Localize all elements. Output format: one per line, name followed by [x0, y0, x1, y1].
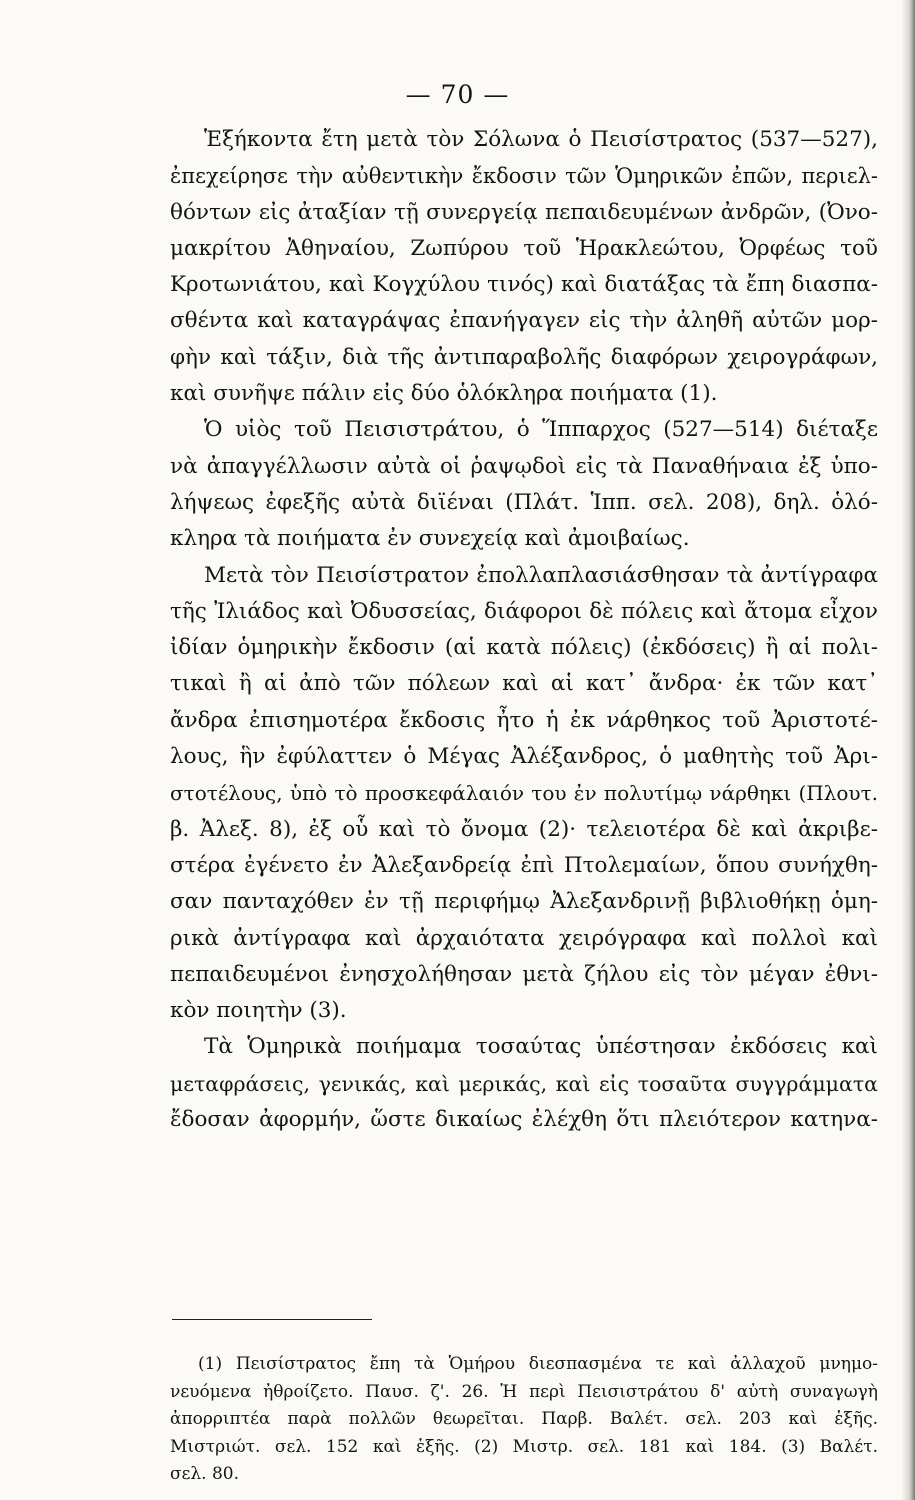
text-line: θόντων εἰς ἀταξίαν τῇ συνεργείᾳ πεπαιδευμένων ἀνδρῶν, (Ὀνο- [170, 199, 878, 225]
text-line: στοτέλους, ὑπὸ τὸ προσκεφάλαιόν του ἐν πολυτίμῳ νάρθηκι (Πλουτ. [170, 781, 878, 806]
text-line: Ὁ υἱὸς τοῦ Πεισιστράτου, ὁ Ἵππαρχος (527—514) διέταξε [204, 417, 878, 443]
text-line: φὴν καὶ τάξιν, διὰ τῆς ἀντιπαραβολῆς διαφόρων χειρογράφων, [170, 344, 878, 370]
text-line: λήψεως ἐφεξῆς αὐτὰ διϊέναι (Πλάτ. Ἱππ. σελ. 208), δηλ. ὁλό- [170, 489, 878, 515]
footnote-line: σελ. 80. [170, 1464, 240, 1484]
text-line: Τὰ Ὁμηρικὰ ποιήμαμα τοσαύτας ὑπέστησαν ἐκδόσεις καὶ [204, 1034, 878, 1060]
text-line: σθέντα καὶ καταγράψας ἐπανήγαγεν εἰς τὴν ἀληθῆ αὐτῶν μορ- [170, 308, 878, 334]
footnote-line: Μιστριώτ. σελ. 152 καὶ ἑξῆς. (2) Μιστρ. σελ. 181 καὶ 184. (3) Βαλέτ. [170, 1436, 878, 1457]
text-line: ἰδίαν ὁμηρικὴν ἔκδοσιν (αἱ κατὰ πόλεις) (ἐκδόσεις) ἢ αἱ πολι- [170, 635, 878, 661]
text-line: σαν πανταχόθεν ἐν τῇ περιφήμῳ Ἀλεξανδρινῇ βιβλιοθήκῃ ὁμη- [170, 889, 878, 915]
text-line: μακρίτου Ἀθηναίου, Ζωπύρου τοῦ Ἡρακλεώτου, Ὀρφέως τοῦ [170, 235, 878, 261]
text-line: β. Ἀλεξ. 8), ἐξ οὗ καὶ τὸ ὄνομα (2)· τελειοτέρα δὲ καὶ ἀκριβε- [170, 816, 878, 842]
text-line: Ἑξήκοντα ἔτη μετὰ τὸν Σόλωνα ὁ Πεισίστρατος (537—527), [204, 127, 878, 152]
text-line: ἐπεχείρησε τὴν αὐθεντικὴν ἔκδοσιν τῶν Ὁμηρικῶν ἐπῶν, περιελ- [170, 164, 878, 189]
text-line: τῆς Ἰλιάδος καὶ Ὀδυσσείας, διάφοροι δὲ πόλεις καὶ ἄτομα εἶχον [170, 598, 878, 624]
footnote-line: ἀπορριπτέα παρὰ πολλῶν θεωρεῖται. Παρβ. Βαλέτ. σελ. 203 καὶ ἑξῆς. [170, 1409, 878, 1429]
text-line: μεταφράσεις, γενικάς, καὶ μερικάς, καὶ εἰς τοσαῦτα συγγράμματα [170, 1071, 878, 1096]
text-line: λους, ἣν ἐφύλαττεν ὁ Μέγας Ἀλέξανδρος, ὁ μαθητὴς τοῦ Ἀρι- [170, 744, 878, 770]
text-line: κληρα τὰ ποιήματα ἐν συνεχείᾳ καὶ ἀμοιβαίως. [170, 526, 690, 552]
text-line: ρικὰ ἀντίγραφα καὶ ἀρχαιότατα χειρόγραφα καὶ πολλοὶ καὶ [170, 925, 878, 951]
text-line: ἄνδρα ἐπισημοτέρα ἔκδοσις ἦτο ἡ ἐκ νάρθηκος τοῦ Ἀριστοτέ- [170, 707, 878, 733]
text-line: πεπαιδευμένοι ἐνησχολήθησαν μετὰ ζήλου εἰς τὸν μέγαν ἐθνι- [170, 961, 878, 987]
text-line: Μετὰ τὸν Πεισίστρατον ἐπολλαπλασιάσθησαν τὰ ἀντίγραφα [204, 562, 878, 588]
footnote-line: (1) Πεισίστρατος ἔπη τὰ Ὁμήρου διεσπασμένα τε καὶ ἀλλαχοῦ μνημο- [198, 1354, 878, 1374]
text-line: στέρα ἐγένετο ἐν Ἀλεξανδρείᾳ ἐπὶ Πτολεμαίων, ὅπου συνήχθη- [170, 852, 878, 878]
footnote-divider [172, 1319, 372, 1320]
text-line: ἔδοσαν ἀφορμήν, ὥστε δικαίως ἐλέχθη ὅτι πλειότερον κατηνα- [170, 1107, 878, 1133]
text-line: νὰ ἀπαγγέλλωσιν αὐτὰ οἱ ῥαψῳδοὶ εἰς τὰ Παναθήναια ἐξ ὑπο- [170, 453, 878, 479]
footnotes [170, 1351, 878, 1489]
text-line: τικαὶ ἢ αἱ ἀπὸ τῶν πόλεων καὶ αἱ κατ᾽ ἄνδρα· ἐκ τῶν κατ᾽ [170, 671, 878, 697]
body-text [170, 122, 878, 1138]
page-number: — 70 — [405, 80, 510, 109]
footnote-line: νευόμενα ἠθροίζετο. Παυσ. ζ'. 26. Ἡ περὶ Πεισιστράτου δ' αὐτὴ συναγωγὴ [170, 1381, 878, 1402]
text-line: κὸν ποιητὴν (3). [170, 998, 347, 1024]
text-line: Κροτωνιάτου, καὶ Κογχύλου τινός) καὶ διατάξας τὰ ἔπη διασπα- [170, 272, 878, 298]
page-edge-shadow [901, 0, 915, 1500]
text-line: καὶ συνῆψε πάλιν εἰς δύο ὁλόκληρα ποιήματα (1). [170, 381, 718, 407]
